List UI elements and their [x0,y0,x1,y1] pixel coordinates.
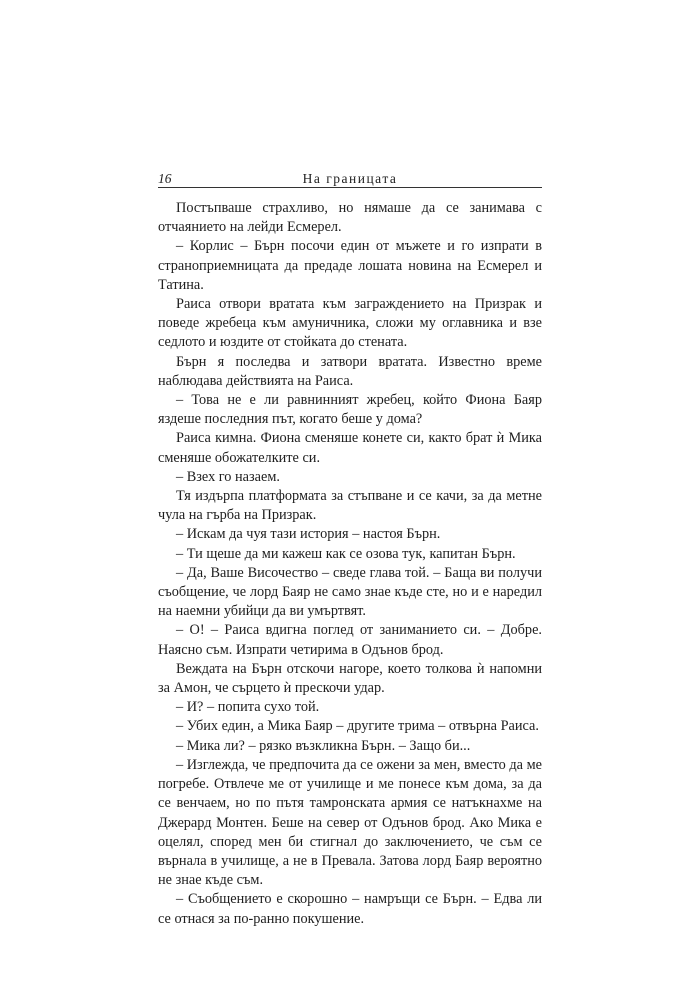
paragraph: – Корлис – Бърн посочи един от мъжете и го изпрати в страноприемницата да предаде лошата новина на Есмерел и Татина. [158,238,542,293]
paragraph: – Това не е ли равнинният жребец, който Фиона Баяр яздеше последния път, когато беше у дома? [158,392,542,428]
paragraph: – Мика ли? – рязко възкликна Бърн. – Защо би... [176,737,471,754]
body-text [158,199,542,929]
header-rule [158,187,542,188]
paragraph: Раиса отвори вратата към заграждението на Призрак и поведе жребеца към амуничника, сложи му оглавника и взе седлото и юздите от стойката до стената. [158,296,542,351]
paragraph: – Ти щеше да ми кажеш как се озова тук, капитан Бърн. [176,545,516,562]
paragraph: – Да, Ваше Височество – сведе глава той. – Баща ви получи съобщение, че лорд Баяр не само знае къде сте, но и е наредил на наемни убийци да ви умъртвят. [158,564,542,620]
chapter-title: На границата [302,171,398,186]
paragraph: Веждата на Бърн отскочи нагоре, което толкова ѝ напомни за Амон, че сърцето ѝ прескочи удар. [158,660,542,697]
paragraph: – Съобщението е скорошно – намръщи се Бърн. – Едва ли се отнася за по-ранно покушение. [158,891,542,927]
paragraph: – Искам да чуя тази история – настоя Бърн. [176,526,441,543]
paragraph: Тя издърпа платформата за стъпване и се качи, за да метне чула на гърба на Призрак. [158,488,542,524]
paragraph: Бърн я последва и затвори вратата. Известно време наблюдава действията на Раиса. [158,353,542,389]
paragraph: Постъпваше страхливо, но нямаше да се занимава с отчаянието на лейди Есмерел. [158,200,542,236]
page-number: 16 [158,171,172,186]
paragraph: – Убих един, а Мика Баяр – другите трима – отвърна Раиса. [176,718,539,735]
paragraph: Раиса кимна. Фиона сменяше конете си, както брат ѝ Мика сменяше обожателките си. [158,430,542,466]
running-head [158,168,542,188]
paragraph: – Изглежда, че предпочита да се ожени за мен, вместо да ме погребе. Отвлече ме от училище и ме понесе към дома, за да се венчаем, но по пътя тамронската армия се натъкнахме на Джерард Монтен. Беше на север от Одънов брод. Ако Мика е оцелял, според мен би стигнал до заключението, че съм се върнала в училище, а не в Превала. Затова лорд Баяр вероятно не знае къде съм. [158,756,542,889]
paragraph: – И? – попита сухо той. [176,699,320,716]
paragraph: – О! – Раиса вдигна поглед от заниманието си. – Добре. Наясно съм. Изпрати четирима в Одънов брод. [158,622,542,658]
paragraph: – Взех го назаем. [176,468,280,485]
